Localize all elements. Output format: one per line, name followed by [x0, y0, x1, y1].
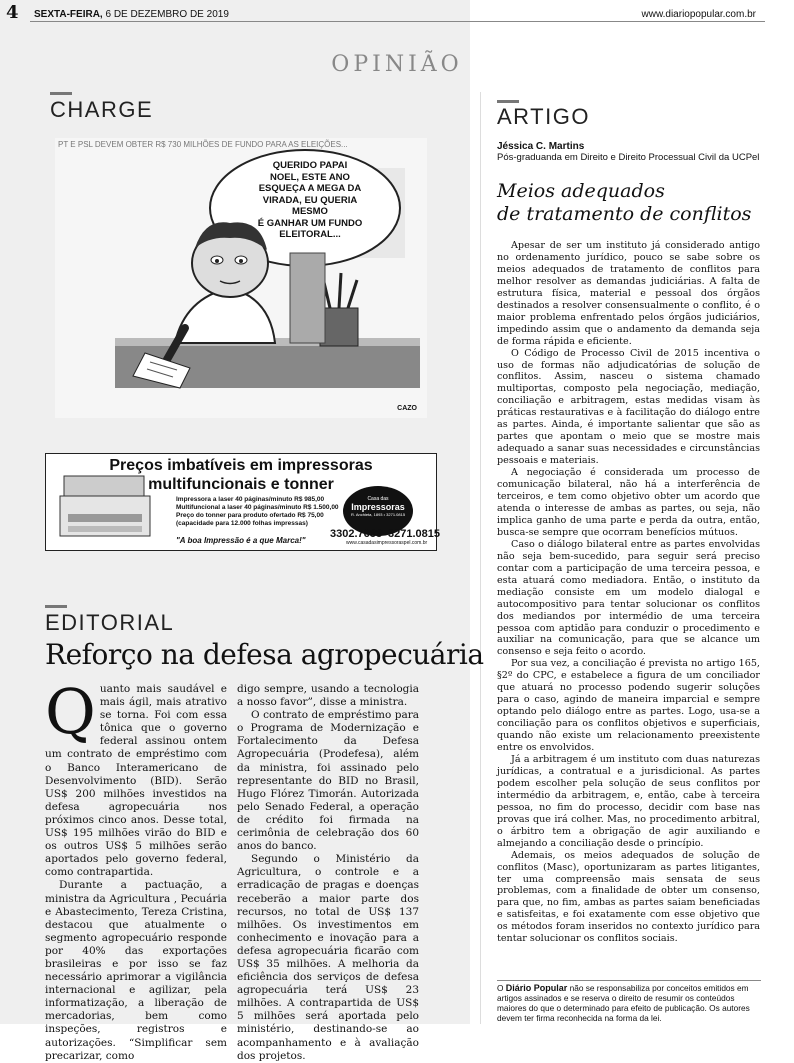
editorial-paragraph: O contrato de empréstimo para o Programa de Modernização e Fortalecimento da Defesa Agropecuária (Prodefesa), além da ministra, foi assinado pelo representante do BID no Brasil, Hugo Flórez Timorán. Autorizada pelo Senado Federal, a operação de crédito foi firmada na cerimônia de celebração dos 60 anos do banco. [237, 709, 419, 853]
disclaimer [497, 980, 761, 1023]
ad-phone-2: 3271.0815 [388, 528, 440, 540]
ad-line: Multifuncional a laser 40 páginas/minuto R$ 1.500,00 [176, 504, 339, 511]
article-paragraph: Caso o diálogo bilateral entre as partes envolvidas não seja bem-sucedido, para seguir será preciso contar com a participação de uma terceira pessoa, e esta atuará como mediadora. Então, o instituto da mediação consiste em um modelo dialogal e autocompositivo para tentar solucionar os conflitos dos mediandos por intermédio de uma terceira pessoa com aptidão para conduzir o procedimento e auxiliar na comunicação, para que se alcance um consenso e seja feito o acordo. [497, 538, 760, 658]
article-title [497, 180, 751, 226]
cartoon-speech [245, 160, 375, 241]
article-title-line: de tratamento de conflitos [497, 203, 752, 225]
ad-logo-name: Impressoras [351, 502, 405, 512]
ad-logo-small: R. Anchieta, 1893 • 3271.0815 [350, 512, 406, 517]
disclaimer-text: não se responsabiliza por conceitos emitidos em artigos assinados e se reserva o direito de resumir os conteúdos maiores do que o determinado para efeito de publicação. Os autores devem ter firma reconhecida na forma da lei. [497, 983, 750, 1023]
ad-line: Preço do tonner para produto ofertado R$ 75,00 [176, 512, 324, 519]
cartoon-caption: PT E PSL DEVEM OBTER R$ 730 MILHÕES DE FUNDO PARA AS ELEIÇÕES... [58, 140, 348, 149]
article-title-line: Meios adequados [497, 180, 665, 202]
editorial-paragraph: Durante a pactuação, a ministra da Agricultura , Pecuária e Abastecimento, Tereza Cristina, destacou que atualmente o segmento agropecuário responde por 40% das exportações brasileiras e por isso se faz necessário aprimorar a vigilância internacional e agilizar, pela informatização, a liberação de mercadorias, bem como inspeções, registros e autorizações. “Simplificar sem precarizar, como [45, 879, 227, 1062]
drop-cap: Q [45, 675, 96, 748]
charge-label-bar [50, 92, 72, 95]
printer-icon [56, 472, 156, 544]
header-site[interactable]: www.diariopopular.com.br [641, 9, 756, 20]
editorial-column-1 [45, 675, 227, 1063]
header-date [34, 9, 229, 20]
artigo-label-bar [497, 100, 519, 103]
artigo-label: ARTIGO [497, 104, 590, 129]
editorial-paragraph [45, 675, 227, 879]
editorial-paragraph: digo sempre, usando a tecnologia a nosso favor”, disse a ministra. [237, 683, 419, 709]
editorial-title: Reforço na defesa agropecuária [45, 638, 484, 671]
section-title: OPINIÃO [331, 52, 463, 77]
article-paragraph: Apesar de ser um instituto já considerado antigo no ordenamento jurídico, pouco se sabe sobre os meios adequados de tratamento de conflitos para melhor resolver as demandas judiciárias. A falta de estrutura física, material e pessoal dos órgãos destinados a resolver consensualmente o conflito, é o maior problema enfrentado pelos órgãos judiciários, impedindo assim que o andamento da demanda seja de forma rápida e eficiente. [497, 240, 760, 347]
bubble-line: É GANHAR UM FUNDO [257, 217, 363, 229]
article-author: Jéssica C. Martins [497, 141, 585, 152]
editorial-paragraph: Segundo o Ministério da Agricultura, o controle e a erradicação de pragas e doenças receberão a maior parte dos recursos, no total de US$ 137 milhões. Os investimentos em conhecimento e inovação para a defesa agropecuária ficarão com US$ 35 milhões. A melhoria da eficiência dos serviços de defesa agropecuária terá US$ 23 milhões. A contrapartida de US$ 5 milhões será aportada pelo ministério, destinando-se ao acompanhamento e à avaliação dos projetos. [237, 853, 419, 1062]
ad-slogan: "A boa Impressão é a que Marca!" [176, 536, 306, 545]
article-paragraph: Já a arbitragem é um instituto com duas naturezas jurídicas, a contratual e a jurisdicional. As partes podem escolher pela solução de seus conflitos por intermédio da arbitragem, e, então, cabe à terceira pessoa, no fim do processo, decidir com base nas provas que irá colher. Mas, no procedimento arbitral, o árbitro tem a obrigação de agir auxiliando e almejando a conciliação desde o princípio. [497, 753, 760, 849]
editorial-text: uanto mais saudável e mais ágil, mais atrativo se torna. Foi com essa tônica que o governo federal assinou ontem um contrato de empréstimo com o Banco Interamericano de Desenvolvimento (BID). Serão US$ 200 milhões investidos na defesa agropecuária nos próximos cinco anos. Desse total, US$ 195 milhões virão do BID e os outros US$ 5 milhões serão aportados pelo governo federal, como contrapartida. [45, 683, 227, 879]
article-paragraph: Por sua vez, a conciliação é prevista no artigo 165, §2º do CPC, e estabelece a figura de um conciliador que atuará no processo podendo sugerir soluções para o caso, agindo de maneira imparcial e sempre optando pelo diálogo entre as partes. Logo, usa-se a conciliação para os conflitos objetivos e superficiais, quando não existe um relacionamento preexistente entre os envolvidos. [497, 658, 760, 754]
bubble-line: NOEL, ESTE ANO [270, 171, 350, 183]
charge-label: CHARGE [50, 97, 154, 122]
article-paragraph: A negociação é considerada um processo de comunicação bilateral, não há a interferência de terceiros, e tem como objetivo obter um acordo que atenda o interesse de ambas as partes, ou seja, não implica ganho de uma parte e perda da outra, então, busca-se sempre que ocorram benefícios mútuos. [497, 467, 760, 538]
article-paragraph: Ademais, os meios adequados de solução de conflitos (Masc), oportunizaram as partes litigantes, ter uma compreensão mais sensata de seus problemas, com a finalidade de obter um consenso, para que, no fim, ambas as partes saiam beneficiadas e satisfeitas, e foi exatamente com esse objetivo que os métodos foram inseridos no contexto jurídico para tentar solucionar os conflitos sociais. [497, 849, 760, 945]
ad-logo-top: Casa das [367, 496, 389, 502]
ad-phone-1: 3302.7633 [330, 528, 382, 540]
header-rule [30, 21, 765, 22]
bubble-line: ELEITORAL... [279, 229, 341, 240]
article-author-role: Pós-graduanda em Direito e Direito Processual Civil da UCPel [497, 152, 760, 163]
article-body [497, 240, 760, 945]
ad-url[interactable]: www.casadasimpressoraspel.com.br [346, 540, 428, 546]
ad-line: Impressora a laser 40 páginas/minuto R$ 985,00 [176, 496, 325, 503]
header-weekday: SEXTA-FEIRA, [34, 9, 103, 20]
ad-line: (capacidade para 12.000 folhas impressas) [176, 520, 308, 527]
bubble-line: QUERIDO PAPAI [272, 160, 348, 171]
ad-headline-1: Preços imbatíveis em impressoras [109, 457, 373, 474]
ad-prices [176, 496, 339, 528]
editorial-label-bar [45, 605, 67, 608]
disclaimer-brand: Diário Popular [505, 983, 568, 993]
bubble-line: VIRADA, EU QUERIA MESMO [262, 194, 358, 217]
bubble-line: ESQUEÇA A MEGA DA [258, 183, 362, 194]
header-date-text: 6 DE DEZEMBRO DE 2019 [105, 9, 229, 20]
cartoon-signature: CAZO [397, 405, 417, 412]
page-header [0, 0, 794, 24]
cartoon [55, 138, 427, 418]
ad-headline-2: multifuncionais e tonner [148, 476, 334, 493]
disclaimer-prefix: O [497, 983, 506, 993]
article-paragraph: O Código de Processo Civil de 2015 incentiva o uso de formas não adjudicatórias de solução de conflitos. Assim, nasceu o sistema chamado multiportas, composto pela negociação, mediação, conciliação e arbitragem, estas medidas visam às práticas restaurativas e à facilitação do diálogo entre as partes. Ainda, é importante salientar que são as partes que apontam o meio que se mostre mais adequado a sanar suas necessidades e circunstâncias pessoais e materiais. [497, 347, 760, 467]
printer-ad[interactable] [45, 453, 440, 551]
page-number: 4 [6, 2, 19, 23]
editorial-label: EDITORIAL [45, 610, 175, 635]
editorial-column-2 [237, 683, 419, 1063]
